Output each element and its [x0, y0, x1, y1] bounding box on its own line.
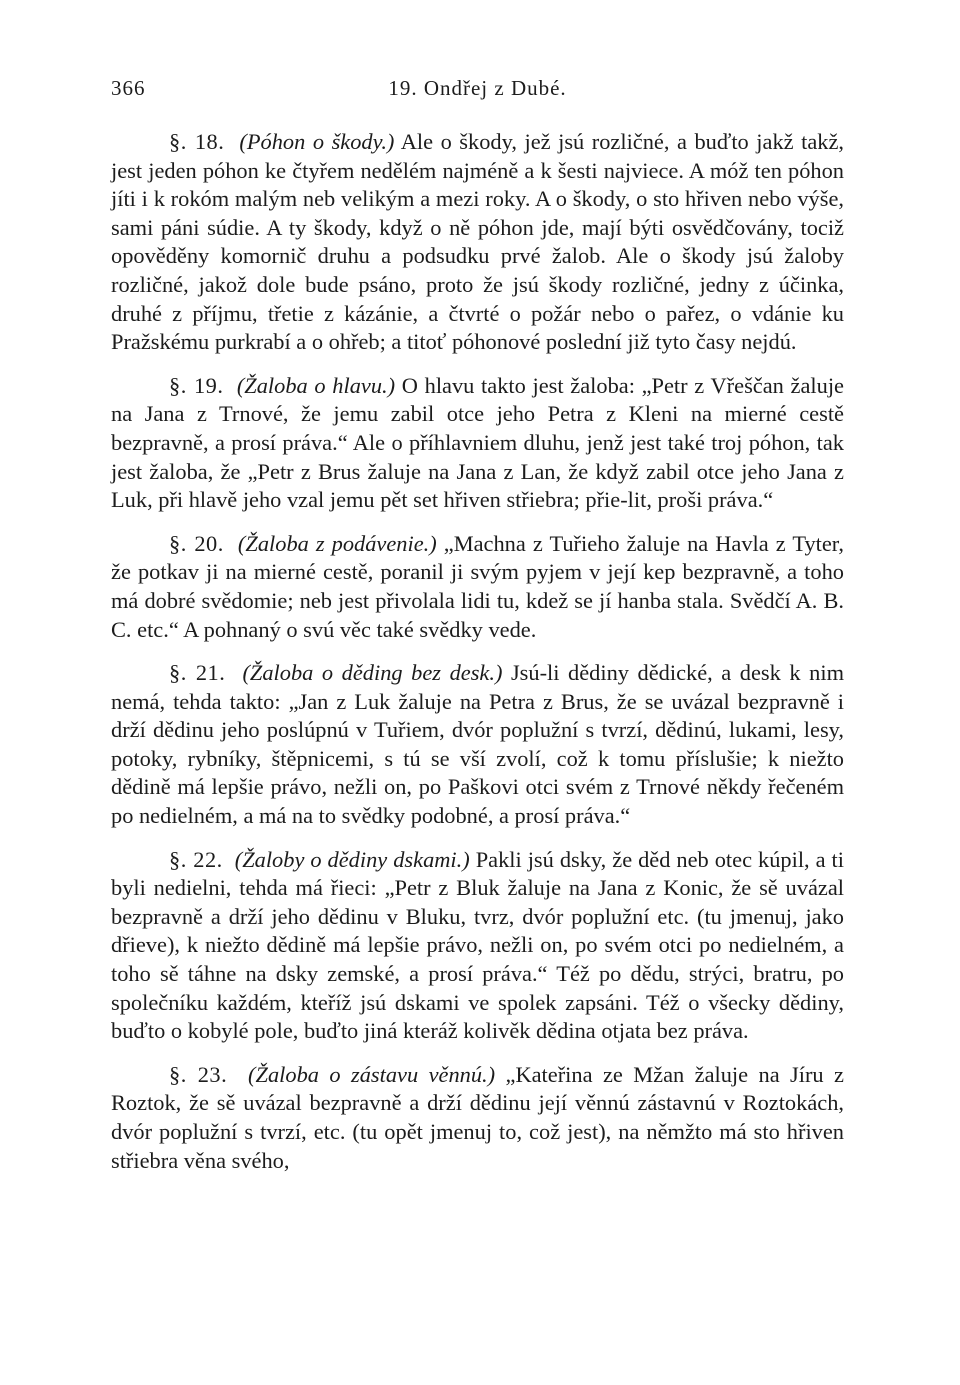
- section-text: „Machna z Tuřieho žaluje na Havla z Tyter, že potkav ji na mierné cestě, poranil ji svým pyjem v její kep bezpravně, a toho má dobré svědomie; neb jest přivolala lidi tu, kdež se jí hanba stala. Svědčí A. B. C. etc.“ A pohnaný o svú věc také svědky vede.: [111, 530, 844, 642]
- section-21: [111, 659, 844, 831]
- running-title: 19. Ondřej z Dubé.: [388, 76, 567, 100]
- section-number: §. 22.: [169, 846, 223, 872]
- section-paragraph: [111, 530, 844, 644]
- page-number: 366: [111, 76, 146, 100]
- section-20: [111, 530, 844, 644]
- section-number: §. 20.: [169, 530, 224, 556]
- page-header: [111, 68, 844, 108]
- section-18: [111, 128, 844, 357]
- section-number: §. 23.: [169, 1061, 228, 1087]
- section-23: [111, 1061, 844, 1175]
- section-title: (Žaloba o děding bez desk.): [242, 660, 503, 686]
- section-number: §. 19.: [169, 372, 224, 398]
- section-number: §. 18.: [169, 129, 225, 154]
- section-text: Pakli jsú dsky, že děd neb otec kúpil, a ti byli nedielni, tehda má řieci: „Petr z Bluk žaluje na Jana z Konic, že sě uvázal bezpravně a drží jeho dědinu v Bluku, tvrz, dvór poplužní etc. (tu jmenuj, jako dřieve), k niežto dědině má lepšie právo, nežli on, po svém otci po nedielném, a toho sě táhne na dsky zemské, a prosí práva.“ Též po dědu, strýci, bratru, po společníku každém, kteříž jsú dskami ve spolek zapsáni. Též o všecky dědiny, buďto o kobylé pole, buďto jiná kteráž kolivěk dědina otjata bez práva.: [111, 846, 844, 1044]
- section-paragraph: [111, 372, 844, 515]
- section-title: (Žaloba z podávenie.): [237, 530, 437, 556]
- section-text: „Kateřina ze Mžan žaluje na Jíru z Roztok, že sě uvázal bezpravně a drží dědinu její věnnú zástavnú v Roztokách, dvór poplužní s tvrzí, etc. (tu opět jmenuj to, což jest), na němžto má sto hřiven střiebra věna svého,: [111, 1061, 844, 1173]
- section-paragraph: [111, 128, 844, 357]
- book-page: [111, 68, 844, 1175]
- section-text: Jsú-li dědiny dědické, a desk k nim nemá, tehda takto: „Jan z Luk žaluje na Petra z Brus, že se uvázal bezpravně i drží dědinu jeho poslúpnú v Tuřiem, dvór poplužní s tvrzí, dědinú, lukami, lesy, potoky, rybníky, štěpnicemi, s tú se vší zvolí, což k tomu příslušie; k niežto dědině má lepšie právo, nežli on, po Paškovi otci svém z Trnové někdy řečeném po nedielném, a má na to svědky podobné, a prosí práva.“: [111, 660, 844, 829]
- section-text: Ale o škody, jež jsú rozličné, a buďto jakž takž, jest jeden póhon ke čtyřem nedělém najméně a k šesti najviece. A móž ten póhon jíti i k rokóm malým neb velikým a mezi roky. A o škody, o sto hřiven nebo výše, sami páni súdie. A ty škody, když o ně póhon jde, mají býti osvědčovány, tociž opověděny komornič druhu a podsudku prvé žalob. Ale o škody jsú žaloby rozličné, jakož dole bude psáno, proto že jsú škody rozličné, jedny z účinka, druhé z příjmu, třetie z kázánie, a čtvrté o požár nebo o pařez, o vdánie ku Pražskému purkrabí a o ohřeb; a titoť póhonové poslední již tyto časy nejdú.: [111, 129, 845, 355]
- section-19: [111, 372, 844, 515]
- section-paragraph: [111, 1061, 844, 1175]
- section-title: (Póhon o škody.): [239, 129, 395, 154]
- section-number: §. 21.: [169, 660, 226, 686]
- section-title: (Žaloba o zástavu věnnú.): [248, 1061, 496, 1087]
- section-22: [111, 846, 844, 1046]
- section-text: O hlavu takto jest žaloba: „Petr z Vřeščan žaluje na Jana z Trnové, že jemu zabil otce jeho Petra z Kleni na mierné cestě bezpravně, a prosí práva.“ Ale o příhlavniem dluhu, jenž jest také troj póhon, tak jest žaloba, že „Petr z Brus žaluje na Jana z Lan, že když zabil otce jeho Jana z Luk, při hlavě jeho vzal jemu pět set hřiven střiebra; přie-lit, proši práva.“: [111, 372, 844, 513]
- section-paragraph: [111, 659, 844, 831]
- section-paragraph: [111, 846, 844, 1046]
- section-title: (Žaloba o hlavu.): [236, 372, 396, 398]
- section-title: (Žaloby o dědiny dskami.): [234, 846, 470, 872]
